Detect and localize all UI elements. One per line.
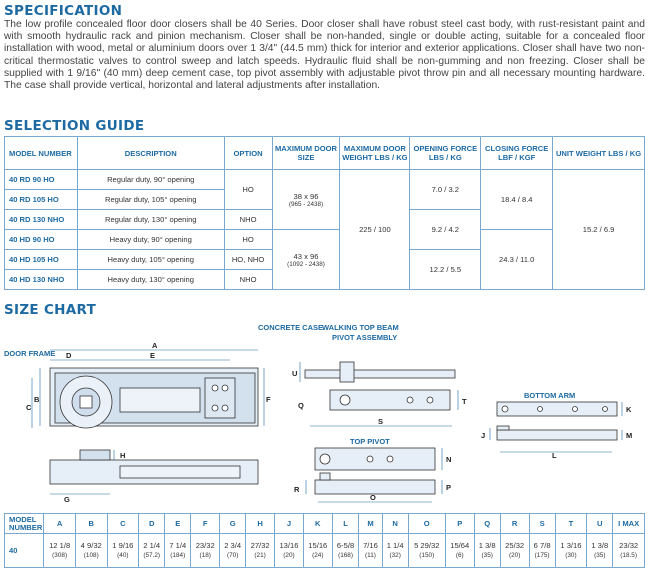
table-row: [5, 230, 645, 250]
size-header-b: B: [75, 514, 107, 534]
model-cell: 40 HD 105 HO: [5, 250, 78, 270]
dim-label-j: J: [481, 431, 486, 440]
size-header-m: M: [359, 514, 382, 534]
bottom-arm-drawing: [497, 402, 617, 440]
size-header-a: A: [44, 514, 76, 534]
dim-label-t: T: [462, 397, 467, 406]
size-header-c: C: [107, 514, 139, 534]
size-value-cell: 1 1/4 (32): [382, 534, 408, 568]
unit-weight-cell: 15.2 / 6.9: [553, 170, 645, 290]
opening-force-cell: 9.2 / 4.2: [410, 210, 481, 250]
size-header-j: J: [275, 514, 304, 534]
dim-label-r: R: [294, 485, 300, 494]
size-value-cell: 7/16 (11): [359, 534, 382, 568]
dim-label-c: C: [26, 403, 32, 412]
specification-text: The low profile concealed floor door closers shall be 40 Series. Door closer shall have robust steel cast body, with rust-resistant paint and with smooth hydraulic rack and pinion mechanism. Closer shall be non-handed, single or double acting, suitable for a concealed floor installation with wood, metal or aluminium doors over 1 3/4" (44.5 mm) thick for interior and exterior applications. Closer shall have two non-critical thermostatic valves to control sweep and latch speeds. Hydraulic fluid shall be non-gumming and non freezing. Closer shall be supplied with 1 9/16" (40 mm) deep cement case, top pivot assembly with adjustable pivot throw pin and all necessary mounting hardware. The case shall provide vertical, horizontal and lateral adjustments after installation.: [4, 19, 645, 92]
selection-guide-heading: SELECTION GUIDE: [4, 118, 145, 134]
specification-heading: SPECIFICATION: [4, 3, 123, 19]
door-size-cell: 43 x 96 (1092 - 2438): [272, 230, 340, 290]
size-header-h: H: [246, 514, 275, 534]
size-header-g: G: [220, 514, 246, 534]
option-cell: HO, NHO: [224, 250, 272, 270]
opening-force-cell: 12.2 / 5.5: [410, 250, 481, 290]
door-weight-cell: 225 / 100: [340, 170, 410, 290]
dim-label-p: P: [446, 483, 452, 492]
size-chart-drawing: [0, 318, 651, 510]
size-value-cell: 7 1/4 (184): [165, 534, 191, 568]
size-value-cell: 12 1/8 (308): [44, 534, 76, 568]
size-header-e: E: [165, 514, 191, 534]
closing-force-cell: 24.3 / 11.0: [481, 230, 553, 290]
size-value-cell: 15/16 (24): [303, 534, 332, 568]
size-value-cell: 23/32 (18): [191, 534, 220, 568]
description-cell: Heavy duty, 130° opening: [77, 270, 224, 290]
model-cell: 40 RD 105 HO: [5, 190, 78, 210]
dim-label-s: S: [378, 417, 384, 426]
size-value-cell: 1 9/16 (40): [107, 534, 139, 568]
size-header-r: R: [500, 514, 529, 534]
concrete-case-label: CONCRETE CASE: [258, 323, 324, 332]
size-header-row: [5, 514, 645, 534]
bottom-arm-label: BOTTOM ARM: [524, 391, 576, 400]
description-cell: Regular duty, 105° opening: [77, 190, 224, 210]
header-door-weight: MAXIMUM DOOR WEIGHT LBS / KG: [340, 137, 410, 170]
option-cell: HO: [224, 230, 272, 250]
dim-label-l: L: [552, 451, 557, 460]
size-header-u: U: [587, 514, 613, 534]
dim-label-n: N: [446, 455, 452, 464]
size-header-s: S: [529, 514, 555, 534]
size-header-k: K: [303, 514, 332, 534]
opening-force-cell: 7.0 / 3.2: [410, 170, 481, 210]
dim-label-m: M: [626, 431, 633, 440]
size-chart-table: [4, 513, 645, 568]
size-header-t: T: [555, 514, 587, 534]
dim-label-k: K: [626, 405, 632, 414]
size-value-cell: 2 3/4 (70): [220, 534, 246, 568]
size-value-cell: 6-5/8 (168): [332, 534, 359, 568]
header-model: MODEL NUMBER: [5, 137, 78, 170]
size-value-cell: 1 3/8 (35): [587, 534, 613, 568]
size-header-model: MODEL NUMBER: [5, 514, 44, 534]
door-frame-label: DOOR FRAME: [4, 349, 56, 358]
size-value-cell: 1 3/8 (35): [474, 534, 500, 568]
table-row: [5, 170, 645, 190]
size-value-cell: 27/32 (21): [246, 534, 275, 568]
header-closing-force: CLOSING FORCE LBF / KGF: [481, 137, 553, 170]
size-value-cell: 25/32 (20): [500, 534, 529, 568]
dim-label-h: H: [120, 451, 126, 460]
selection-guide-table: [4, 136, 645, 290]
size-value-cell: 23/32 (18.5): [613, 534, 645, 568]
closer-side-view: [50, 450, 258, 484]
model-cell: 40 RD 90 HO: [5, 170, 78, 190]
size-header-i-max: I MAX: [613, 514, 645, 534]
size-model-cell: 40: [5, 534, 44, 568]
size-value-cell: 4 9/32 (108): [75, 534, 107, 568]
dim-label-a: A: [152, 341, 158, 350]
option-cell: HO: [224, 170, 272, 210]
header-description: DESCRIPTION: [77, 137, 224, 170]
model-cell: 40 HD 90 HO: [5, 230, 78, 250]
description-cell: Heavy duty, 105° opening: [77, 250, 224, 270]
dim-label-g: G: [64, 495, 70, 504]
description-cell: Heavy duty, 90° opening: [77, 230, 224, 250]
size-header-q: Q: [474, 514, 500, 534]
model-cell: 40 RD 130 NHO: [5, 210, 78, 230]
closer-plan-view: [50, 368, 258, 428]
size-header-n: N: [382, 514, 408, 534]
size-value-cell: 1 3/16 (30): [555, 534, 587, 568]
header-unit-weight: UNIT WEIGHT LBS / KG: [553, 137, 645, 170]
size-header-p: P: [445, 514, 474, 534]
size-value-cell: 6 7/8 (175): [529, 534, 555, 568]
size-header-d: D: [139, 514, 165, 534]
header-option: OPTION: [224, 137, 272, 170]
size-value-cell: 5 29/32 (150): [408, 534, 445, 568]
top-pivot-label: TOP PIVOT: [350, 437, 390, 446]
size-header-l: L: [332, 514, 359, 534]
option-cell: NHO: [224, 270, 272, 290]
header-opening-force: OPENING FORCE LBS / KG: [410, 137, 481, 170]
size-value-cell: 15/64 (6): [445, 534, 474, 568]
door-size-cell: 38 x 96 (965 - 2438): [272, 170, 340, 230]
size-header-o: O: [408, 514, 445, 534]
walking-top-beam-label: WALKING TOP BEAM: [322, 323, 399, 332]
dim-label-d: D: [66, 351, 72, 360]
description-cell: Regular duty, 90° opening: [77, 170, 224, 190]
table-header-row: [5, 137, 645, 170]
size-value-cell: 2 1/4 (57.2): [139, 534, 165, 568]
dim-label-b: B: [34, 395, 40, 404]
model-cell: 40 HD 130 NHO: [5, 270, 78, 290]
dim-label-u: U: [292, 369, 298, 378]
description-cell: Regular duty, 130° opening: [77, 210, 224, 230]
closing-force-cell: 18.4 / 8.4: [481, 170, 553, 230]
top-pivot-drawing: [315, 448, 435, 494]
dim-label-q: Q: [298, 401, 304, 410]
size-value-cell: 13/16 (20): [275, 534, 304, 568]
pivot-assembly-label: PIVOT ASSEMBLY: [332, 333, 398, 342]
dim-label-e: E: [150, 351, 156, 360]
top-beam-pivot-drawing: [305, 362, 455, 410]
header-door-size: MAXIMUM DOOR SIZE: [272, 137, 340, 170]
dim-label-o: O: [370, 493, 376, 502]
table-row: [5, 534, 645, 568]
size-chart-heading: SIZE CHART: [4, 302, 97, 318]
option-cell: NHO: [224, 210, 272, 230]
size-header-f: F: [191, 514, 220, 534]
dim-label-f: F: [266, 395, 271, 404]
